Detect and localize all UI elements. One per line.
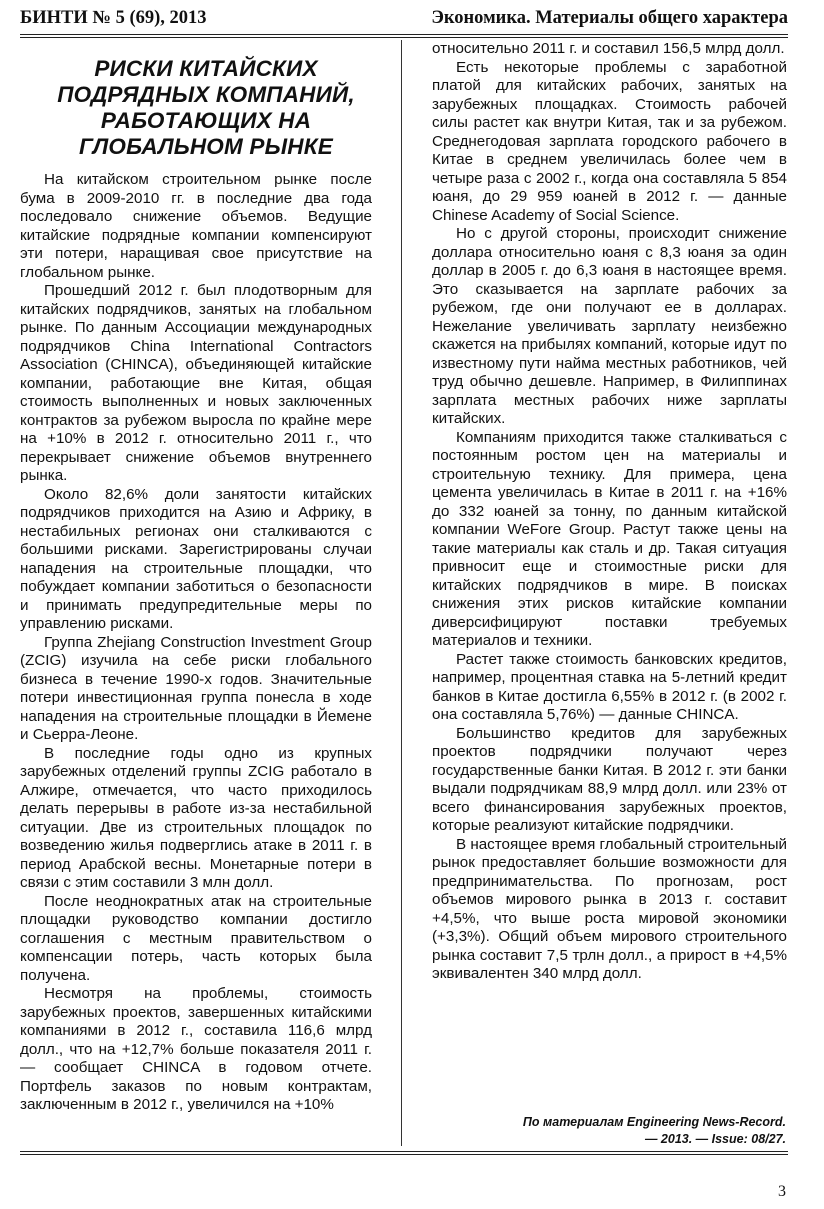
paragraph: Большинство кредитов для зарубежных проектов подрядчики получают через государственные банки Китая. В 2012 г. эти банки выдали подрядчикам 88,9 млрд долл. или 23% от всего финансирования зарубежных проектов, которые реализуют китайские подрядчики.: [432, 724, 787, 834]
paragraph: Прошедший 2012 г. был плодотворным для китайских подрядчиков, занятых на глобальном рынке. По данным Ассоциации международных подрядчиков China International Contractors Association (CHINCA), объединяющей китайские компании, работающие вне Китая, общая стоимость выполненных и новых заключенных контрактов за рубежом выросла по крайне мере на +10% в 2012 г. относительно 2011 г., что перекрывает снижение объемов внутреннего рынка.: [20, 282, 372, 484]
paragraph: Растет также стоимость банковских кредитов, например, процентная ставка на 5-летний кредит банков в Китае достигла 6,55% в 2012 г. (в 2002 г. она составляла 5,76%) — данные CHINCA.: [432, 650, 787, 723]
paragraph: Несмотря на проблемы, стоимость зарубежных проектов, завершенных китайскими компаниями в 2012 г., составила 116,6 млрд долл., что на +12,7% больше показателя 2011 г. — сообщает CHINCA в годовом отчете. Портфель заказов по новым контрактам, заключенным в 2012 г., увеличился на +10%: [20, 985, 372, 1113]
article-title: РИСКИ КИТАЙСКИХ ПОДРЯДНЫХ КОМПАНИЙ, РАБОТАЮЩИХ НА ГЛОБАЛЬНОМ РЫНКЕ: [57, 56, 355, 159]
paragraph: После неоднократных атак на строительные площадки руководство компании достигло соглашения с местным правительством о компенсации потерь, часть которых была получена.: [20, 892, 372, 984]
left-column: [20, 171, 372, 1146]
source-line: — 2013. — Issue: 08/27.: [644, 1132, 786, 1146]
page-number: 3: [778, 1183, 786, 1200]
column-divider: [401, 40, 402, 1146]
paragraph: В последние годы одно из крупных зарубежных отделений группы ZCIG работало в Алжире, отмечается, что часто приходилось делать перерывы в работе из-за нестабильной ситуации. Две из строительных площадок по возведению жилья подверглись атаке в 2011 г. в период Арабской весны. Монетарные потери в связи с этим составили 3 млн долл.: [20, 744, 372, 891]
paragraph: На китайском строительном рынке после бума в 2009-2010 гг. в последние два года последовало снижение объемов. Ведущие китайские подрядные компании компенсируют эти потери, наращивая свое присутствие на глобальном рынке.: [20, 171, 372, 281]
paragraph-continuation: относительно 2011 г. и составил 156,5 млрд долл.: [432, 40, 785, 57]
source-line: По материалам Engineering News-Record.: [522, 1115, 786, 1129]
source-citation: [446, 1114, 786, 1148]
section-title: Экономика. Материалы общего характера: [431, 8, 788, 28]
footer-rule: [20, 1151, 788, 1155]
paragraph: Есть некоторые проблемы с заработной платой для китайских рабочих, занятых на зарубежных площадках. Стоимость рабочей силы растет как внутри Китая, так и за рубежом. Среднегодовая зарплата городского рабочего в Китае в среднем увеличилась более чем в четыре раза с 2002 г., когда она составляла 5 854 юаня, до 29 959 юаней в 2012 г. — данные Chinese Academy of Social Science.: [432, 58, 787, 224]
right-column: [432, 40, 787, 1110]
paragraph: Группа Zhejiang Construction Investment Group (ZCIG) изучила на себе риски глобального бизнеса в течение 1990-х годов. Значительные потери инвестиционная группа понесла в ходе нападения на строительные площадки в Йемене и Сьерра-Леоне.: [20, 633, 372, 743]
paragraph: Компаниям приходится также сталкиваться с постоянным ростом цен на материалы и строительную технику. Для примера, цена цемента увеличилась в Китае в 2011 г. на +16% до 332 юаней за тонну, по данным китайской компании WeFore Group. Растут также цены на такие материалы как сталь и др. Такая ситуация привносит еще и стоимостные риски для китайских подрядчиков в мире. В поисках снижения этих рисков китайские компании диверсифицируют поставки требуемых материалов и техники.: [432, 428, 787, 649]
running-header: [20, 8, 788, 38]
paragraph: В настоящее время глобальный строительный рынок предоставляет большие возможности для предпринимательства. По прогнозам, рост объемов мирового рынка в 2013 г. составит +4,5%, что выше роста мировой экономики (+3,3%). Общий объем мирового строительного рынка составит 7,5 трлн долл., а прирост в +4,5% эквивалентен 340 млрд долл.: [432, 835, 787, 982]
paragraph: Около 82,6% доли занятости китайских подрядчиков приходится на Азию и Африку, в нестабильных регионах они сталкиваются с большими рисками. Зарегистрированы случаи нападения на строительные площадки, что побуждает компании заботиться о безопасности и принимать предупредительные меры по управлению рисками.: [20, 485, 372, 632]
journal-issue: БИНТИ № 5 (69), 2013: [20, 8, 207, 28]
paragraph: Но с другой стороны, происходит снижение доллара относительно юаня с 8,3 юаня за один доллар в 2005 г. до 6,3 юаня в настоящее время. Это сказывается на зарплате рабочих за рубежом, где они получают ее в долларах. Нежелание увеличивать зарплату неизбежно скажется на прибылях компаний, которые идут по известному пути найма местных работников, чей труд обычно дешевле. Например, в Филиппинах зарплата местных рабочих ниже зарплаты китайских.: [432, 225, 787, 427]
